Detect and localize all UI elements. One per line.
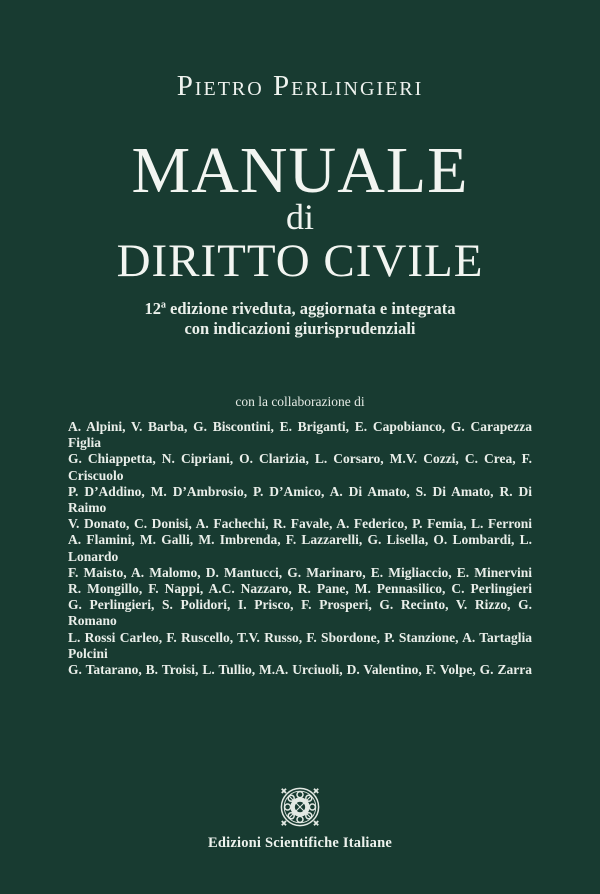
- publisher-name: Edizioni Scientifiche Italiane: [207, 835, 393, 851]
- contributors-list: [68, 419, 532, 678]
- contributor-line: F. Maisto, A. Malomo, D. Mantucci, G. Marinaro, E. Migliaccio, E. Minervini: [68, 564, 532, 580]
- collaboration-label: con la collaborazione di: [235, 394, 365, 409]
- publisher-logo: [0, 782, 600, 832]
- contributor-line: A. Alpini, V. Barba, G. Biscontini, E. Briganti, E. Capobianco, G. Carapezza Figlia: [68, 419, 532, 451]
- contributor-line: P. D’Addino, M. D’Ambrosio, P. D’Amico, A. Di Amato, S. Di Amato, R. Di Raimo: [68, 483, 532, 516]
- author-name: Pietro Perlingieri: [176, 70, 424, 102]
- edition-line-2: con indicazioni giurisprudenziali: [184, 319, 416, 338]
- contributor-line: A. Flamini, M. Galli, M. Imbrenda, F. Lazzarelli, G. Lisella, O. Lombardi, L. Lonardo: [68, 532, 532, 564]
- book-title-subject: DIRITTO CIVILE: [116, 235, 484, 287]
- edition-line-1: 12ª edizione riveduta, aggiornata e integrata: [144, 299, 456, 318]
- edition-note: [0, 299, 600, 339]
- contributor-line: R. Mongillo, F. Nappi, A.C. Nazzaro, R. Pane, M. Pennasilico, C. Perlingieri: [68, 581, 532, 597]
- book-title: MANUALE: [131, 134, 469, 207]
- contributor-line: G. Chiappetta, N. Cipriani, O. Clarizia, L. Corsaro, M.V. Cozzi, C. Crea, F. Criscuolo: [68, 451, 532, 483]
- book-title-connector: di: [285, 197, 314, 237]
- contributor-line: V. Donato, C. Donisi, A. Fachechi, R. Favale, A. Federico, P. Femia, L. Ferroni: [68, 516, 532, 532]
- contributor-line: G. Tatarano, B. Troisi, L. Tullio, M.A. Urciuoli, D. Valentino, F. Volpe, G. Zarra: [68, 662, 532, 678]
- contributor-line: L. Rossi Carleo, F. Ruscello, T.V. Russo, F. Sbordone, P. Stanzione, A. Tartaglia Polcini: [68, 629, 532, 661]
- contributor-line: G. Perlingieri, S. Polidori, I. Prisco, F. Prosperi, G. Recinto, V. Rizzo, G. Romano: [68, 597, 532, 629]
- esi-rosette-logo-icon: [275, 782, 325, 832]
